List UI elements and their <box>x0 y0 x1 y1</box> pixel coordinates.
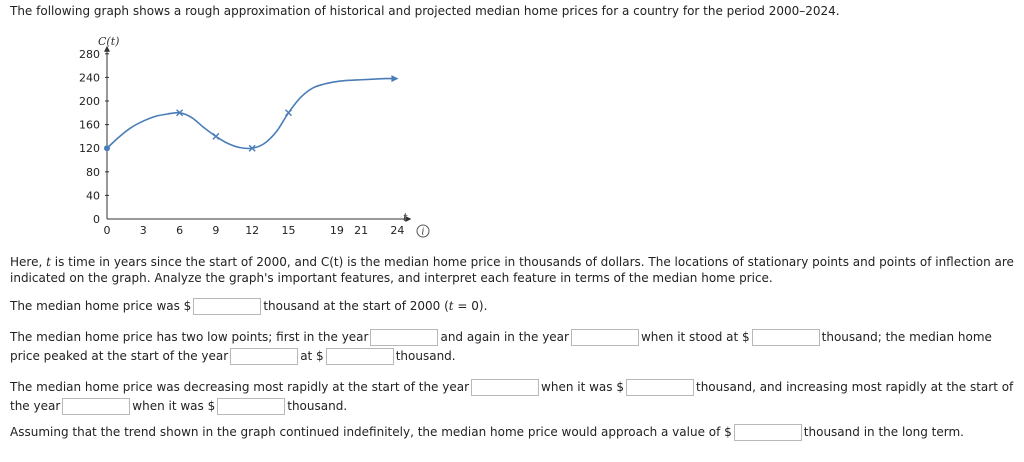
home-price-graph <box>0 0 440 240</box>
q2-text: price peaked at the start of the year <box>10 349 229 363</box>
q1-text: = 0). <box>453 299 488 313</box>
question-1 <box>10 298 487 315</box>
increasing-year-input[interactable] <box>62 398 130 415</box>
intro-text: The following graph shows a rough approximation of historical and projected median home prices for a country for the period 2000–2024. <box>10 4 840 18</box>
y-tick-label: 0 <box>93 213 100 226</box>
q2-text: at $ <box>300 349 324 363</box>
y-tick-label: 80 <box>86 165 100 179</box>
q3-text: the year <box>10 399 61 413</box>
x-tick-label: 12 <box>245 224 260 237</box>
x-tick-label: 0 <box>103 224 111 237</box>
q3-text: when it was $ <box>132 399 216 413</box>
q1-text: thousand at the start of 2000 ( <box>263 299 449 313</box>
y-axis-label: C(t) <box>98 35 120 48</box>
description-line-1 <box>10 255 1014 270</box>
info-icon[interactable] <box>417 225 429 238</box>
start-point-marker <box>104 145 110 151</box>
start-price-input[interactable] <box>193 298 261 315</box>
q3-text: when it was $ <box>541 380 624 394</box>
q2-text: thousand; the median home <box>821 330 992 344</box>
y-tick-label: 200 <box>79 95 100 108</box>
graph-axes <box>79 46 411 237</box>
x-tick-label: 3 <box>139 224 147 237</box>
second-low-year-input[interactable] <box>571 329 639 346</box>
x-tick-label: 21 <box>354 224 369 237</box>
var-ct: C(t) <box>320 255 344 269</box>
decreasing-price-input[interactable] <box>626 379 694 396</box>
q4-text: thousand in the long term. <box>803 425 964 439</box>
x-tick-label: 6 <box>176 224 184 237</box>
y-tick-label: 160 <box>79 118 100 132</box>
price-curve <box>107 75 398 148</box>
y-tick-label: 280 <box>79 47 100 61</box>
q2-text: thousand. <box>395 349 456 363</box>
var-t: t <box>448 299 454 313</box>
q2-text: when it stood at $ <box>640 330 750 344</box>
series-end-arrow <box>391 75 398 82</box>
x-tick-label: 24 <box>390 224 405 237</box>
long-term-price-input[interactable] <box>734 424 802 441</box>
desc-text: is the median home price in thousands of dollars. The locations of stationary points and points of inflection are <box>343 255 1014 269</box>
x-marker <box>286 110 292 116</box>
q1-text: The median home price was $ <box>10 299 192 313</box>
q4-text: Assuming that the trend shown in the graph continued indefinitely, the median home price would approach a value of $ <box>10 425 732 439</box>
x-marker <box>213 133 219 139</box>
desc-text: is time in years since the start of 2000, and <box>50 255 321 269</box>
desc-text: Here, <box>10 255 47 269</box>
question-2-line-1 <box>10 329 992 346</box>
peak-year-input[interactable] <box>230 348 298 365</box>
q2-text: and again in the year <box>440 330 569 344</box>
x-axis-label: t <box>403 211 408 224</box>
q2-text: The median home price has two low points; first in the year <box>10 330 369 344</box>
q3-text: thousand, and increasing most rapidly at the start of <box>695 380 1014 394</box>
y-tick-label: 40 <box>86 189 100 203</box>
q3-text: The median home price was decreasing most rapidly at the start of the year <box>10 380 470 394</box>
peak-price-input[interactable] <box>326 348 394 365</box>
x-tick-label: 15 <box>281 224 296 237</box>
x-tick-label: 9 <box>212 224 220 237</box>
low-price-input[interactable] <box>752 329 820 346</box>
series-line <box>107 79 397 149</box>
question-3-line-2 <box>10 398 347 415</box>
question-3-line-1 <box>10 379 1013 396</box>
question-2-line-2 <box>10 348 456 365</box>
decreasing-year-input[interactable] <box>471 379 539 396</box>
q3-text: thousand. <box>287 399 348 413</box>
svg-text:i: i <box>421 227 425 238</box>
description-line-2: indicated on the graph. Analyze the graph's important features, and interpret each feature in terms of the median home price. <box>10 271 773 285</box>
y-tick-label: 240 <box>79 71 100 85</box>
question-4 <box>10 424 964 441</box>
x-tick-label: 19 <box>329 224 344 237</box>
increasing-price-input[interactable] <box>217 398 285 415</box>
var-t: t <box>46 255 51 269</box>
first-low-year-input[interactable] <box>370 329 438 346</box>
y-tick-label: 120 <box>79 142 100 156</box>
